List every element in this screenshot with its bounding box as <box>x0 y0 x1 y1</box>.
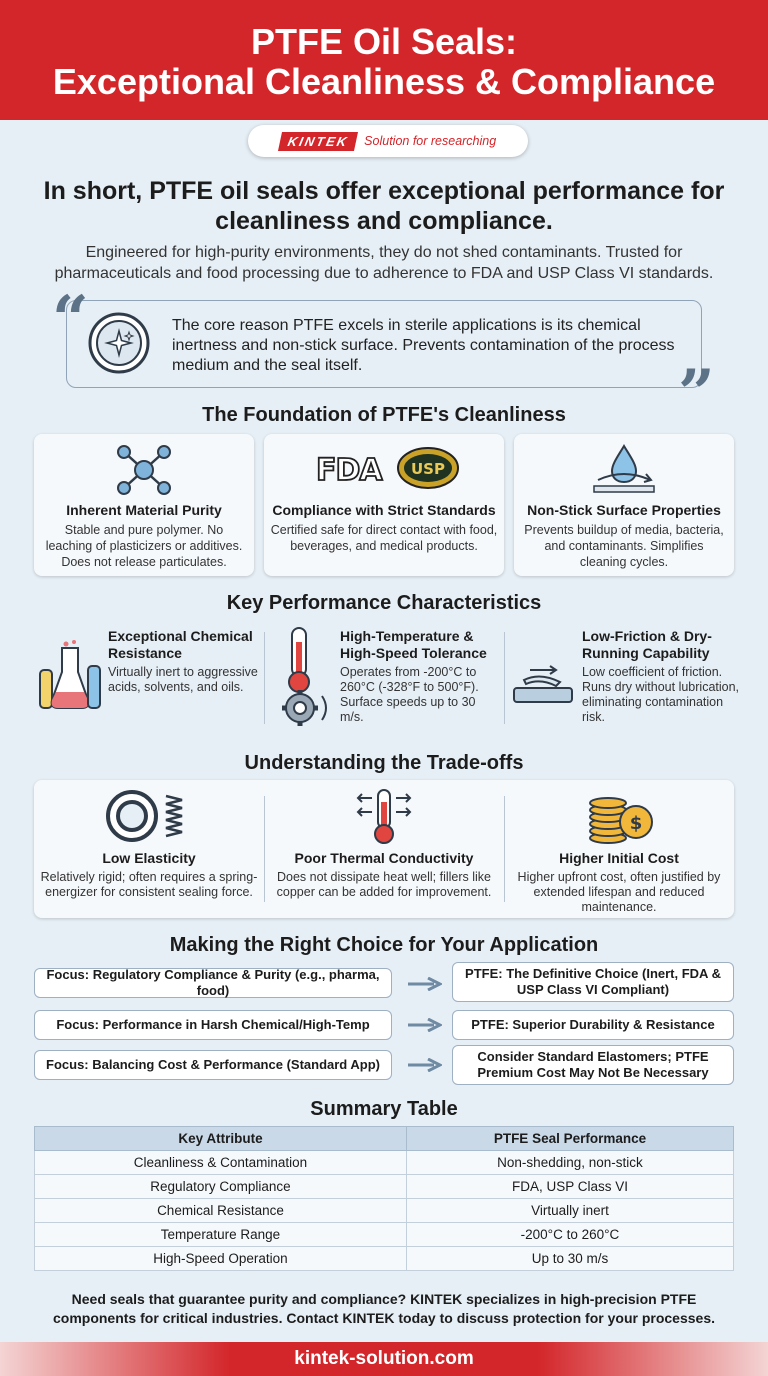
tradeoff-title: Low Elasticity <box>102 850 196 866</box>
tradeoff-low-elasticity <box>34 780 264 918</box>
foundation-title: The Foundation of PTFE's Cleanliness <box>202 404 566 426</box>
perf-title: Exceptional Chemical Resistance <box>108 628 253 661</box>
table-cell: Chemical Resistance <box>35 1199 407 1223</box>
perf-body: Operates from -200°C to 260°C (-328°F to 500°F). Surface speeds up to 30 m/s. <box>340 665 479 724</box>
call-to-action: Need seals that guarantee purity and compliance? KINTEK specializes in high-precision PTFE components for critical industries. Contact KINTEK today to discuss protection for your processes. <box>52 1291 715 1326</box>
table-row <box>35 1151 734 1175</box>
card-title: Non-Stick Surface Properties <box>527 502 721 518</box>
table-row <box>35 1175 734 1199</box>
summary-title: Summary Table <box>310 1098 458 1120</box>
tradeoff-initial-cost <box>504 780 734 918</box>
perf-low-friction <box>582 628 748 725</box>
card-body: Certified safe for direct contact with food, beverages, and medical products. <box>270 523 498 553</box>
sliding-surface-icon <box>510 664 576 706</box>
svg-text:$: $ <box>629 813 643 834</box>
intro-heading: In short, PTFE oil seals offer exceptional performance for cleanliness and compliance. <box>43 177 725 235</box>
card-body: Prevents buildup of media, bacteria, and contaminants. Simplifies cleaning cycles. <box>524 523 724 569</box>
card-non-stick <box>514 434 734 576</box>
tradeoff-thermal-conductivity <box>264 780 504 918</box>
kintek-logo: KINTEK <box>278 132 358 151</box>
table-cell: FDA, USP Class VI <box>406 1175 733 1199</box>
footer-link[interactable]: kintek-solution.com <box>0 1342 768 1376</box>
brand-badge <box>248 125 528 157</box>
svg-text:USP: USP <box>411 460 445 478</box>
card-title: Compliance with Strict Standards <box>272 502 496 518</box>
arrow-right-icon <box>408 1018 442 1032</box>
sparkle-seal-icon <box>88 312 150 374</box>
table-row <box>35 1199 734 1223</box>
card-material-purity <box>34 434 254 576</box>
perf-title: High-Temperature & High-Speed Tolerance <box>340 628 487 661</box>
quote-text: The core reason PTFE excels in sterile applications is its chemical inertness and non-stick surface. Prevents contamination of the process medium and the seal itself. <box>172 317 675 374</box>
table-row <box>35 1247 734 1271</box>
brand-tagline: Solution for researching <box>364 134 497 148</box>
arrow-right-icon <box>408 977 442 991</box>
table-cell: Non-shedding, non-stick <box>406 1151 733 1175</box>
coins-icon <box>586 786 656 846</box>
page-header <box>0 0 768 120</box>
molecule-icon <box>114 444 174 496</box>
focus-cost: Focus: Balancing Cost & Performance (Standard App) <box>34 1050 392 1080</box>
tradeoff-body: Relatively rigid; often requires a spring-energizer for consistent sealing force. <box>40 870 258 899</box>
performance-title: Key Performance Characteristics <box>226 592 542 614</box>
title-line-2: Exceptional Cleanliness & Compliance <box>52 61 716 102</box>
result-cost: Consider Standard Elastomers; PTFE Premium Cost May Not Be Necessary <box>452 1045 734 1085</box>
tradeoff-title: Higher Initial Cost <box>559 850 679 866</box>
table-cell: Virtually inert <box>406 1199 733 1223</box>
perf-temp-speed <box>340 628 500 725</box>
perf-chemical-resistance <box>108 628 258 695</box>
table-cell: Temperature Range <box>35 1223 407 1247</box>
usp-logo <box>396 446 460 490</box>
divider <box>504 632 505 724</box>
perf-body: Virtually inert to aggressive acids, solvents, and oils. <box>108 665 258 694</box>
focus-harsh: Focus: Performance in Harsh Chemical/High-Temp <box>34 1010 392 1040</box>
summary-table <box>34 1126 734 1271</box>
table-cell: Up to 30 m/s <box>406 1247 733 1271</box>
thermometer-heat-icon <box>354 786 414 846</box>
close-quote-icon: ” <box>678 356 715 431</box>
card-title: Inherent Material Purity <box>66 502 222 518</box>
table-row <box>35 1223 734 1247</box>
perf-body: Low coefficient of friction. Runs dry without lubrication, eliminating contamination risk. <box>582 665 740 724</box>
table-cell: -200°C to 260°C <box>406 1223 733 1247</box>
lab-flasks-icon <box>36 640 104 712</box>
fda-logo <box>314 448 386 488</box>
svg-text:FDA: FDA <box>316 453 382 488</box>
table-header-cell: Key Attribute <box>35 1127 407 1151</box>
focus-regulatory: Focus: Regulatory Compliance & Purity (e.g., pharma, food) <box>34 968 392 998</box>
table-cell: Regulatory Compliance <box>35 1175 407 1199</box>
tradeoffs-title: Understanding the Trade-offs <box>244 752 524 774</box>
table-cell: High-Speed Operation <box>35 1247 407 1271</box>
perf-title: Low-Friction & Dry-Running Capability <box>582 628 712 661</box>
tradeoff-title: Poor Thermal Conductivity <box>294 850 474 866</box>
result-regulatory: PTFE: The Definitive Choice (Inert, FDA & USP Class VI Compliant) <box>452 962 734 1002</box>
tradeoff-body: Higher upfront cost, often justified by extended lifespan and reduced maintenance. <box>517 870 721 914</box>
thermometer-gear-icon <box>276 626 332 734</box>
result-harsh: PTFE: Superior Durability & Resistance <box>452 1010 734 1040</box>
water-droplet-icon <box>588 442 660 496</box>
card-compliance <box>264 434 504 576</box>
title-line-1: PTFE Oil Seals: <box>250 21 518 62</box>
intro-body: Engineered for high-purity environments, they do not shed contaminants. Trusted for pharmaceuticals and food processing due to adherence to FDA and USP Class VI standards. <box>54 244 714 282</box>
table-header-cell: PTFE Seal Performance <box>406 1127 733 1151</box>
table-cell: Cleanliness & Contamination <box>35 1151 407 1175</box>
page-title <box>0 0 768 102</box>
tradeoff-body: Does not dissipate heat well; fillers like copper can be added for improvement. <box>276 870 492 899</box>
choice-title: Making the Right Choice for Your Application <box>169 934 599 956</box>
arrow-right-icon <box>408 1058 442 1072</box>
open-quote-icon: “ <box>52 282 89 357</box>
seal-ring-spring-icon <box>104 788 194 844</box>
divider <box>264 632 265 724</box>
tradeoffs-panel <box>34 780 734 918</box>
card-body: Stable and pure polymer. No leaching of plasticizers or additives. Does not release particulates. <box>45 523 243 569</box>
table-header-row <box>35 1127 734 1151</box>
